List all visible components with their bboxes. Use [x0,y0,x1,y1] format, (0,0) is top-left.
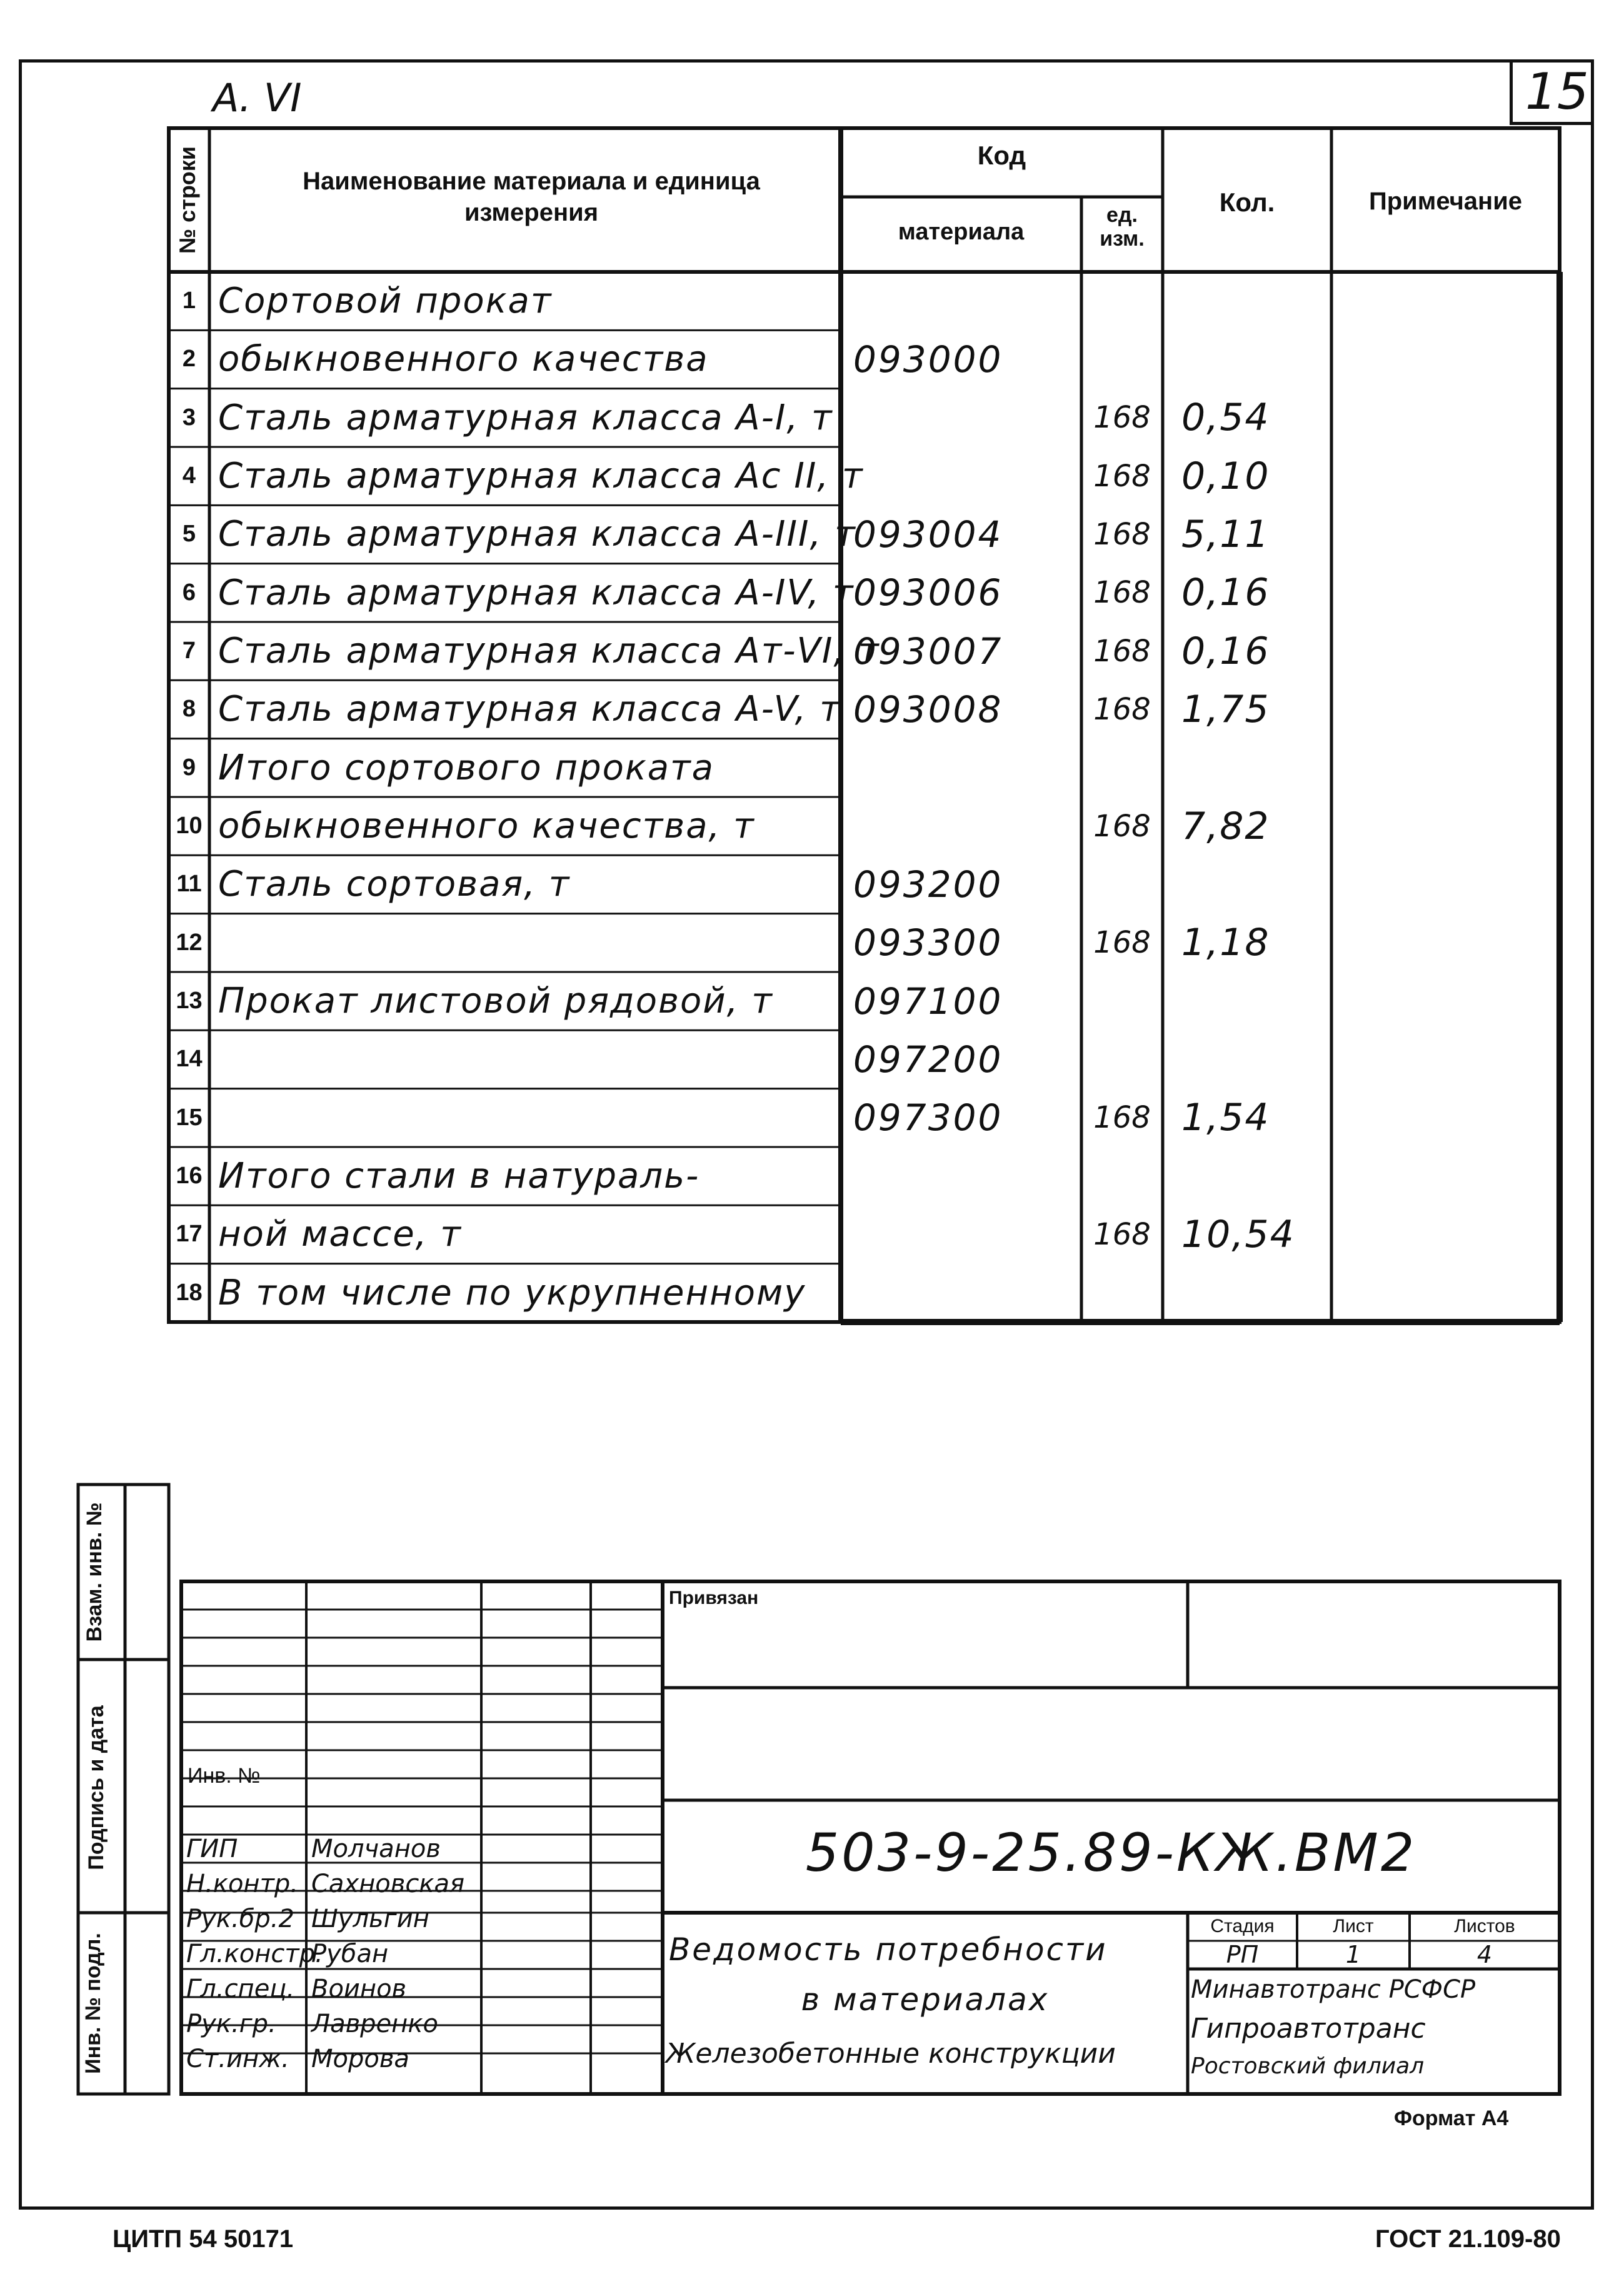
sheet-value: 1 [1345,1941,1361,1968]
row-name: В том числе по укрупненному [218,1272,806,1313]
doc-code: 503-9-25.89-КЖ.ВМ2 [805,1822,1417,1883]
row-number: 11 [176,871,202,898]
row-unit: 168 [1093,400,1151,436]
row-name: Сортовой прокат [218,281,553,322]
stage-value: РП [1226,1941,1259,1968]
row-name: Сталь арматурная класса A-III, т [218,514,856,555]
row-code: 093004 [853,513,1003,556]
row-number: 17 [176,1221,203,1248]
row-qty: 1,54 [1181,1096,1270,1140]
row-qty: 10,54 [1181,1212,1295,1256]
row-name: Сталь сортовая, т [218,864,571,905]
signer-role: ГИП [186,1835,238,1863]
row-code: 093006 [853,571,1003,614]
row-name: Сталь арматурная класса A-V, т [218,689,841,730]
row-code: 093000 [853,338,1003,381]
side-podpis: Подпись и дата [84,1705,108,1870]
row-qty: 7,82 [1181,804,1270,848]
header-code: Код [977,141,1026,170]
row-name: Итого стали в натураль- [218,1156,700,1197]
signer-name: Молчанов [311,1835,441,1863]
row-number: 6 [182,579,196,606]
row-qty: 0,10 [1181,454,1270,498]
row-name: Прокат листовой рядовой, т [218,981,773,1022]
row-qty: 1,18 [1181,921,1270,965]
footer-left: ЦИТП 54 50171 [113,2225,294,2253]
row-unit: 168 [1093,925,1151,961]
side-vzam: Взам. инв. № [83,1502,106,1642]
footer-right: ГОСТ 21.109-80 [1375,2225,1561,2253]
row-code: 093008 [853,688,1003,731]
row-unit: 168 [1093,575,1151,611]
row-unit: 168 [1093,458,1151,494]
row-number: 3 [182,404,196,431]
org-line-3: Ростовский филиал [1191,2053,1425,2079]
row-unit: 168 [1093,1216,1151,1252]
header-unit: ед. изм. [1100,203,1145,251]
header-qty: Кол. [1219,188,1275,217]
row-number: 5 [182,521,196,548]
row-code: 097300 [853,1096,1003,1139]
row-code: 093300 [853,921,1003,964]
format-label: Формат А4 [1394,2106,1509,2130]
row-qty: 0,54 [1181,396,1270,440]
corner-note: А. VI [213,75,302,121]
row-number: 12 [176,929,203,956]
title-line-3: Железобетонные конструкции [666,2038,1116,2070]
signer-role: Гл.спец. [186,1975,295,2003]
signer-role: Рук.гр. [186,2010,276,2038]
row-name: обыкновенного качества [218,339,709,380]
row-number: 9 [182,754,196,781]
row-number: 4 [182,463,196,489]
row-qty: 1,75 [1181,687,1270,731]
side-inv-podl: Инв. № подл. [81,1933,105,2074]
org-line-2: Гипроавтотранс [1191,2013,1426,2045]
row-qty: 0,16 [1181,629,1270,673]
sheet-label: Лист [1333,1916,1374,1936]
row-number: 16 [176,1163,203,1190]
signer-role: Рук.бр.2 [186,1905,294,1933]
row-name: Сталь арматурная класса Aт-VI, т [218,631,880,672]
row-number: 2 [182,346,196,373]
row-number: 1 [182,288,196,314]
row-unit: 168 [1093,516,1151,552]
header-note: Примечание [1368,188,1523,215]
sheet-number: 15 [1525,63,1589,121]
signer-name: Рубан [311,1940,389,1968]
signer-name: Шульгин [311,1905,429,1933]
sheets-value: 4 [1476,1941,1493,1968]
row-code: 097200 [853,1038,1003,1081]
row-name: Сталь арматурная класса Ac II, т [218,456,864,497]
row-unit: 168 [1093,808,1151,844]
row-code: 093007 [853,629,1003,673]
signer-name: Морова [311,2045,409,2073]
header-material: материала [898,219,1025,245]
row-unit: 168 [1093,691,1151,727]
signer-role: Гл.констр. [186,1940,323,1968]
header-name: Наименование материала и единица измерения [303,168,760,226]
inv-no-label: Инв. № [188,1764,261,1788]
row-name: ной массе, т [218,1214,462,1255]
org-line-1: Минавтотранс РСФСР [1191,1975,1476,2004]
row-number: 15 [176,1104,203,1131]
privyazan-label: Привязан [669,1588,759,1608]
row-name: Сталь арматурная класса A-IV, т [218,572,855,613]
row-qty: 5,11 [1181,512,1270,556]
row-number: 13 [176,988,203,1014]
signer-role: Ст.инж. [186,2045,289,2073]
row-number: 8 [182,696,196,723]
signer-name: Сахновская [311,1870,465,1898]
header-row-no: № строки [174,146,200,254]
row-number: 14 [176,1046,203,1073]
row-number: 18 [176,1279,203,1306]
row-unit: 168 [1093,1100,1151,1136]
stage-label: Стадия [1210,1916,1275,1936]
row-unit: 168 [1093,633,1151,669]
row-qty: 0,16 [1181,571,1270,615]
row-number: 7 [182,638,196,664]
row-name: Итого сортового проката [218,747,714,788]
sheets-label: Листов [1454,1916,1515,1936]
title-line-2: в материалах [801,1981,1050,2018]
signer-role: Н.контр. [186,1870,298,1898]
row-name: Сталь арматурная класса A-I, т [218,397,833,438]
title-line-1: Ведомость потребности [669,1931,1108,1968]
row-name: обыкновенного качества, т [218,806,755,847]
row-code: 093200 [853,863,1003,906]
row-number: 10 [176,813,203,839]
signer-name: Лавренко [311,2010,438,2038]
signer-name: Воинов [311,1975,407,2003]
row-code: 097100 [853,979,1003,1023]
